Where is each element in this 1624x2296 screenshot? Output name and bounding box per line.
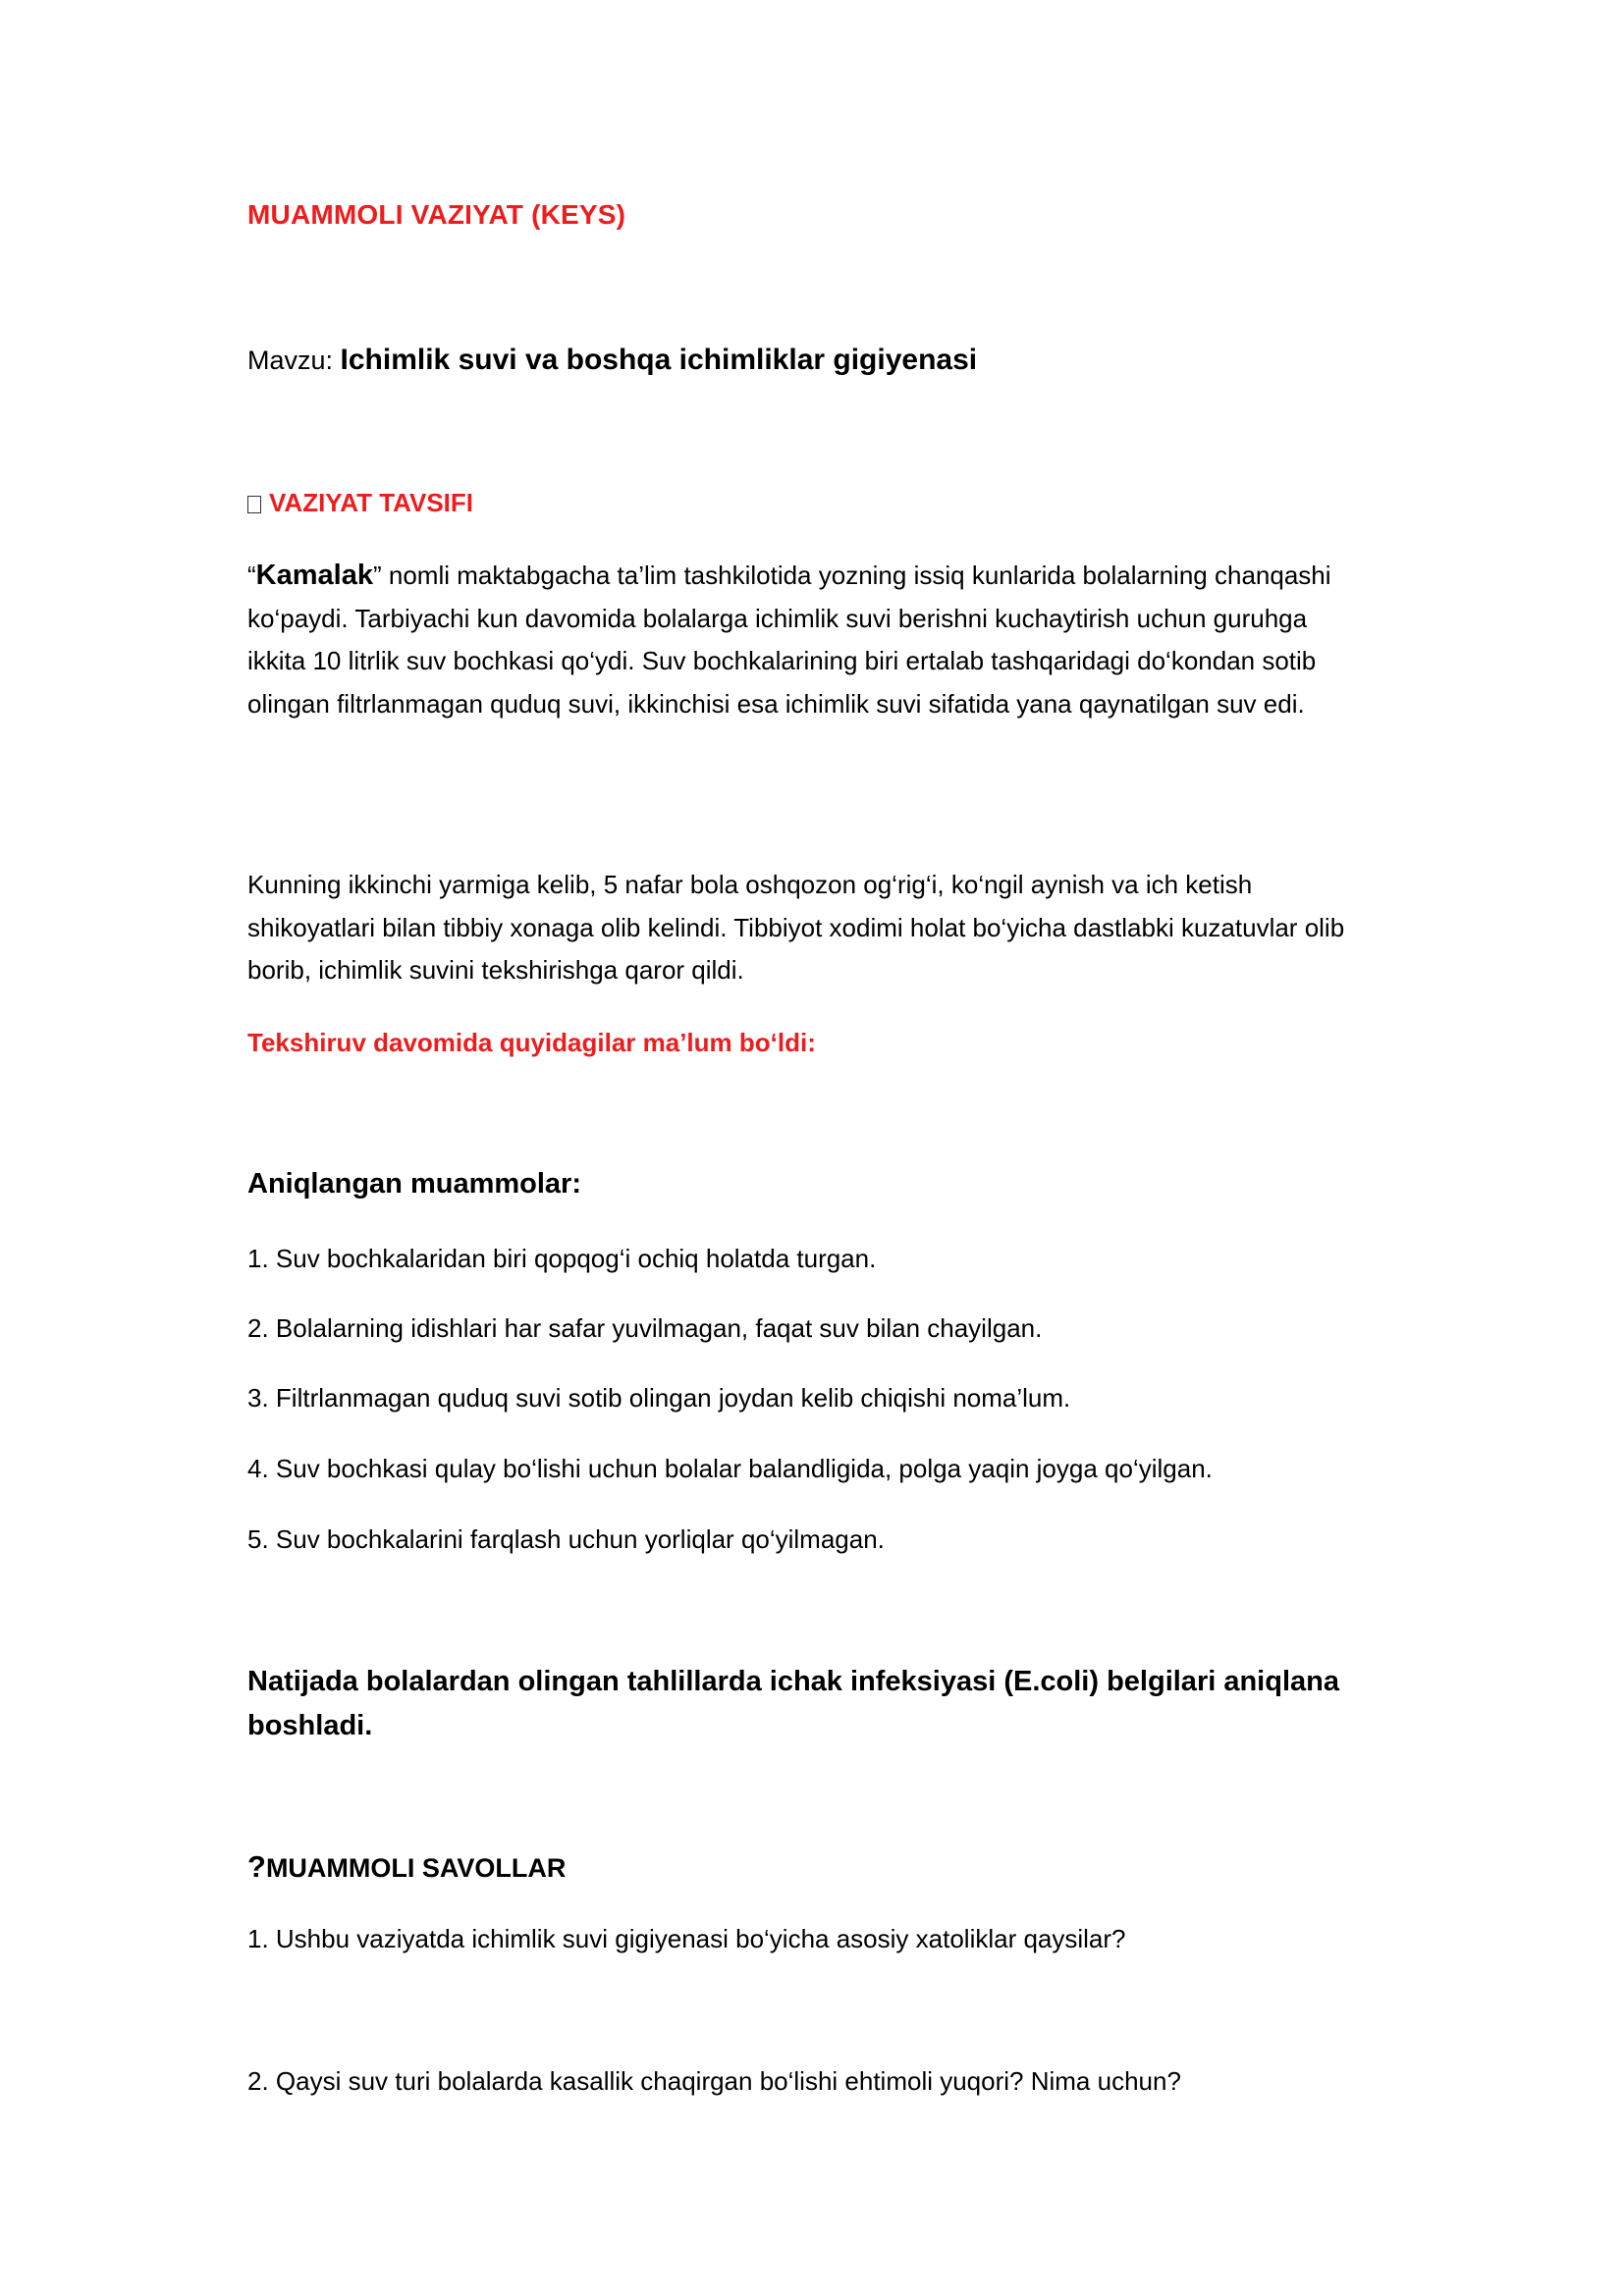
- problem-item: 2. Bolalarning idishlari har safar yuvilmagan, faqat suv bilan chayilgan.: [247, 1313, 1043, 1343]
- findings-heading: Tekshiruv davomida quyidagilar ma’lum bo‘ldi:: [247, 1028, 816, 1057]
- situation-paragraph-1-text: ” nomli maktabgacha ta’lim tashkilotida yozning issiq kunlarida bolalarning chanqashi ko‘paydi. Tarbiyachi kun davomida bolalarga ichimlik suvi berishni kuchaytirish uchun guruhga ikkita 10 litrlik suv bochkasi qo‘ydi. Suv bochkalarining biri ertalab tashqaridagi do‘kondan sotib olingan filtrlanmagan quduq suvi, ikkinchisi esa ichimlik suvi sifatida yana qaynatilgan suv edi.: [247, 561, 1331, 719]
- situation-paragraph-1: [247, 555, 1357, 725]
- question-mark-icon: ?: [247, 1849, 266, 1884]
- questions-heading: [247, 1849, 1357, 1885]
- questions-heading-text: MUAMMOLI SAVOLLAR: [265, 1853, 567, 1883]
- problem-item: 5. Suv bochkalarini farqlash uchun yorliqlar qo‘yilmagan.: [247, 1524, 885, 1554]
- problem-item: 4. Suv bochkasi qulay bo‘lishi uchun bolalar balandligida, polga yaqin joyga qo‘yilgan.: [247, 1454, 1213, 1483]
- situation-heading-text: VAZIYAT TAVSIFI: [269, 488, 474, 517]
- problem-item: 1. Suv bochkalaridan biri qopqog‘i ochiq holatda turgan.: [247, 1244, 877, 1273]
- open-quote: “: [247, 561, 256, 590]
- topic-line: [247, 344, 1357, 377]
- topic-value: Ichimlik suvi va boshqa ichimliklar gigiyenasi: [340, 344, 978, 376]
- document-title: MUAMMOLI VAZIYAT (KEYS): [247, 199, 626, 230]
- situation-heading: [247, 488, 1357, 518]
- topic-label: Mavzu:: [247, 346, 341, 375]
- situation-paragraph-2: Kunning ikkinchi yarmiga kelib, 5 nafar bola oshqozon og‘rig‘i, ko‘ngil aynish va ich ketish shikoyatlari bilan tibbiy xonaga olib kelindi. Tibbiyot xodimi holat bo‘yicha dastlabki kuzatuvlar olib borib, ichimlik suvini tekshirishga qaror qildi.: [247, 870, 1345, 985]
- question-item: 1. Ushbu vaziyatda ichimlik suvi gigiyenasi bo‘yicha asosiy xatoliklar qaysilar?: [247, 1924, 1126, 1953]
- missing-glyph-icon: [247, 496, 261, 513]
- problem-item: 3. Filtrlanmagan quduq suvi sotib olingan joydan kelib chiqishi noma’lum.: [247, 1383, 1071, 1413]
- question-item: 2. Qaysi suv turi bolalarda kasallik chaqirgan bo‘lishi ehtimoli yuqori? Nima uchun?: [247, 2066, 1181, 2096]
- conclusion-paragraph: Natijada bolalardan olingan tahlillarda ichak infeksiyasi (E.coli) belgilari aniqlana boshladi.: [247, 1666, 1339, 1741]
- problems-heading: Aniqlangan muammolar:: [247, 1168, 581, 1200]
- kindergarten-name: Kamalak: [255, 560, 373, 591]
